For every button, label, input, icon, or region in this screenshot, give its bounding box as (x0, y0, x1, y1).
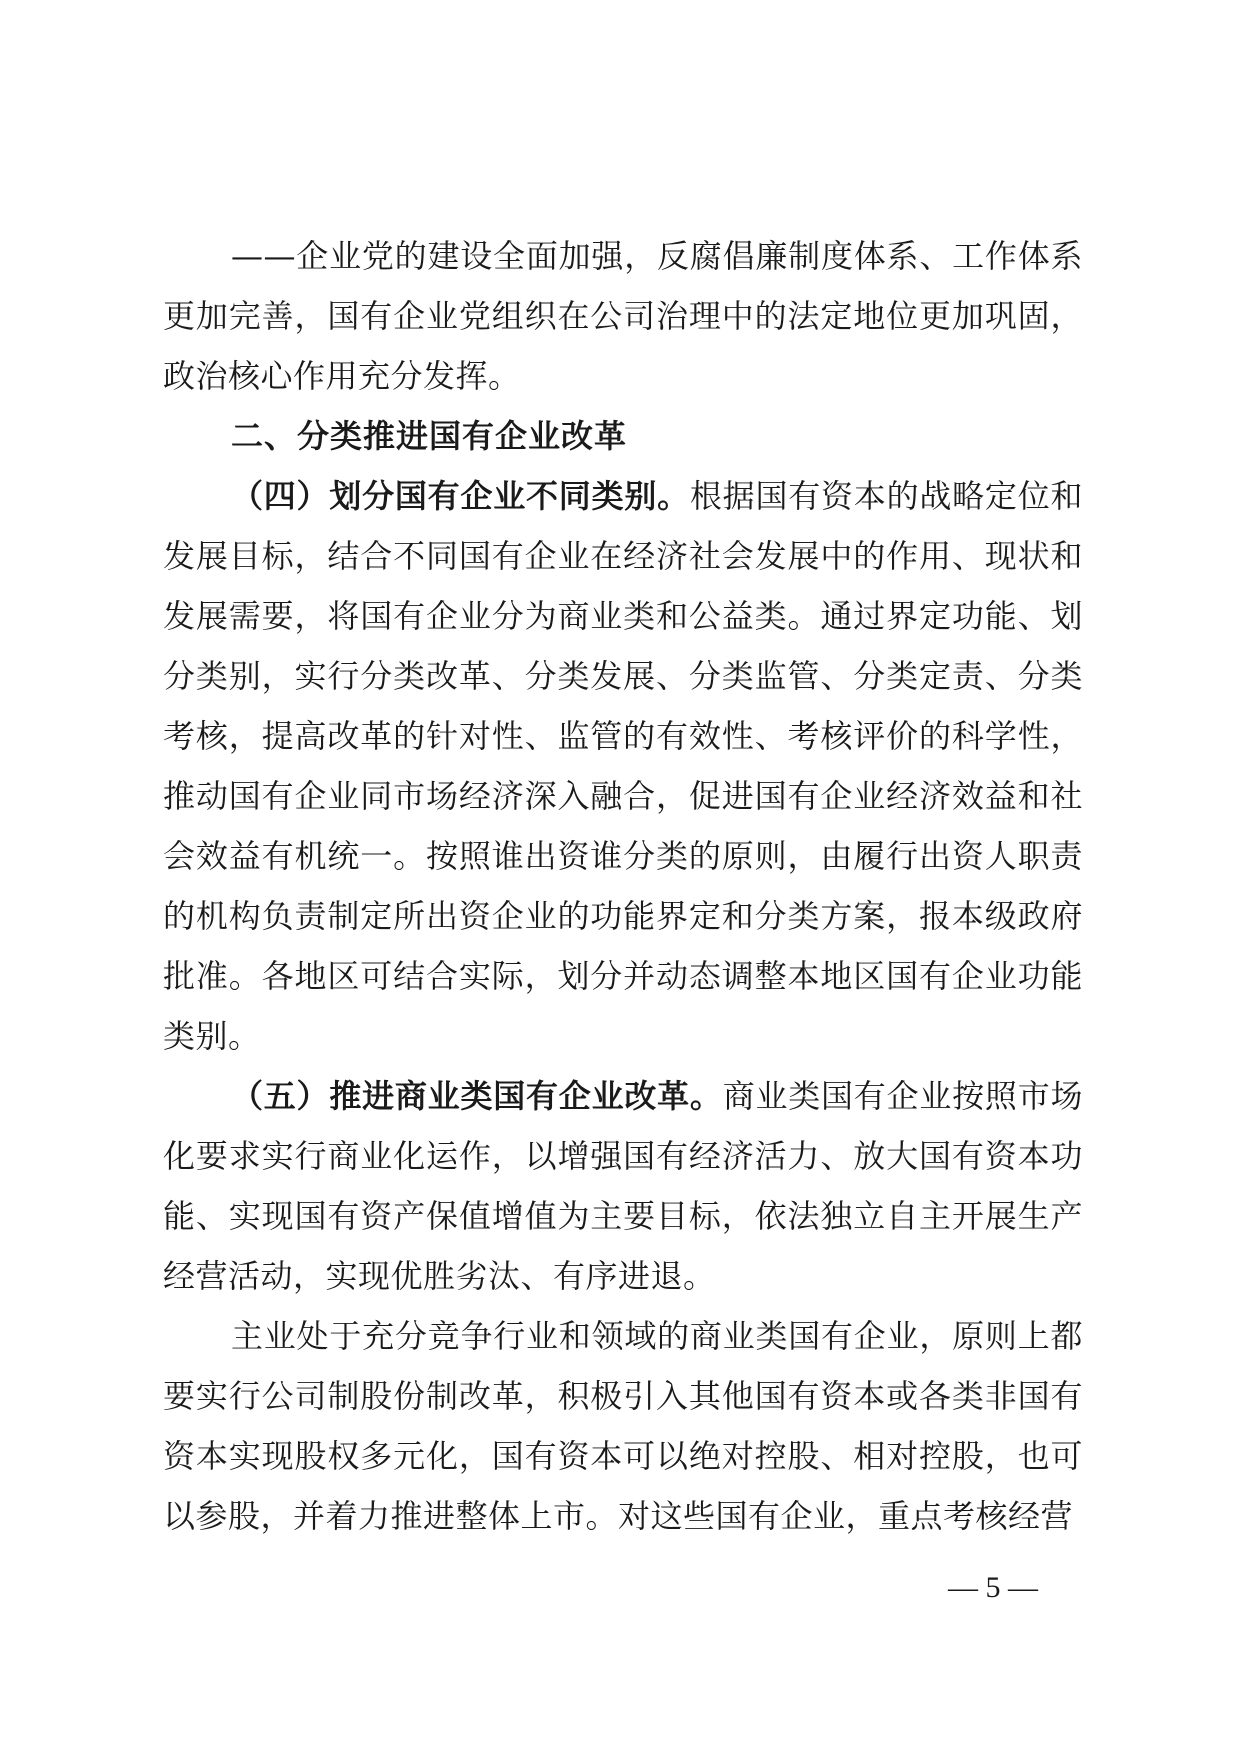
page-number: — 5 — (948, 1571, 1038, 1604)
paragraph-text: 主业处于充分竞争行业和领域的商业类国有企业，原则上都要实行公司制股份制改革，积极引入其他国有资本或各类非国有资本实现股权多元化，国有资本可以绝对控股、相对控股，也可以参股，并着力推进整体上市。对这些国有企业，重点考核经营 (163, 1317, 1083, 1535)
paragraph-text: 根据国有资本的战略定位和发展目标，结合不同国有企业在经济社会发展中的作用、现状和发展需要，将国有企业分为商业类和公益类。通过界定功能、划分类别，实行分类改革、分类发展、分类监管、分类定责、分类考核，提高改革的针对性、监管的有效性、考核评价的科学性，推动国有企业同市场经济深入融合，促进国有企业经济效益和社会效益有机统一。按照谁出资谁分类的原则，由履行出资人职责的机构负责制定所出资企业的功能界定和分类方案，报本级政府批准。各地区可结合实际，划分并动态调整本地区国有企业功能类别。 (163, 477, 1083, 1055)
paragraph-text: ——企业党的建设全面加强，反腐倡廉制度体系、工作体系更加完善，国有企业党组织在公司治理中的法定地位更加巩固，政治核心作用充分发挥。 (163, 237, 1083, 395)
paragraph-classification (163, 466, 1083, 1066)
section-heading-text: 二、分类推进国有企业改革 (231, 417, 628, 455)
section-heading (163, 406, 1083, 466)
paragraph-commercial-reform (163, 1066, 1083, 1306)
paragraph-party-building (163, 226, 1083, 406)
paragraph-competitive-sector (163, 1306, 1083, 1546)
paragraph-run-in-title: （四）划分国有企业不同类别。 (231, 477, 690, 515)
paragraph-text: 商业类国有企业按照市场化要求实行商业化运作，以增强国有经济活力、放大国有资本功能、实现国有资产保值增值为主要目标，依法独立自主开展生产经营活动，实现优胜劣汰、有序进退。 (163, 1077, 1083, 1295)
paragraph-run-in-title: （五）推进商业类国有企业改革。 (231, 1077, 723, 1115)
document-body (163, 226, 1083, 1546)
